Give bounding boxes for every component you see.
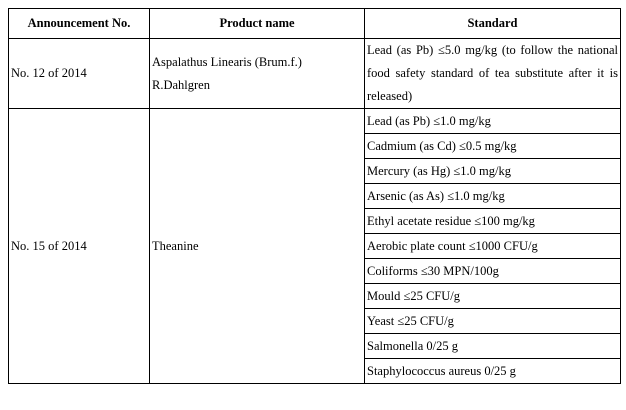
product-cell: Aspalathus Linearis (Brum.f.) R.Dahlgren xyxy=(150,39,365,109)
table-body xyxy=(9,39,621,384)
standard-cell: Yeast ≤25 CFU/g xyxy=(365,309,621,334)
table-row xyxy=(9,109,621,134)
standard-cell: Lead (as Pb) ≤1.0 mg/kg xyxy=(365,109,621,134)
header-product: Product name xyxy=(150,9,365,39)
header-announcement: Announcement No. xyxy=(9,9,150,39)
header-standard: Standard xyxy=(365,9,621,39)
standard-cell: Arsenic (as As) ≤1.0 mg/kg xyxy=(365,184,621,209)
standard-cell: Mercury (as Hg) ≤1.0 mg/kg xyxy=(365,159,621,184)
standards-table xyxy=(8,8,621,384)
standard-cell: Mould ≤25 CFU/g xyxy=(365,284,621,309)
table-row xyxy=(9,39,621,109)
header-row xyxy=(9,9,621,39)
table-header xyxy=(9,9,621,39)
standard-cell: Staphylococcus aureus 0/25 g xyxy=(365,359,621,384)
standard-cell: Aerobic plate count ≤1000 CFU/g xyxy=(365,234,621,259)
standard-cell: Coliforms ≤30 MPN/100g xyxy=(365,259,621,284)
standard-cell: Salmonella 0/25 g xyxy=(365,334,621,359)
standard-cell: Cadmium (as Cd) ≤0.5 mg/kg xyxy=(365,134,621,159)
product-cell: Theanine xyxy=(150,109,365,384)
standard-cell: Lead (as Pb) ≤5.0 mg/kg (to follow the national food safety standard of tea substitute after it is released) xyxy=(365,39,621,109)
announcement-cell: No. 15 of 2014 xyxy=(9,109,150,384)
announcement-cell: No. 12 of 2014 xyxy=(9,39,150,109)
standard-cell: Ethyl acetate residue ≤100 mg/kg xyxy=(365,209,621,234)
